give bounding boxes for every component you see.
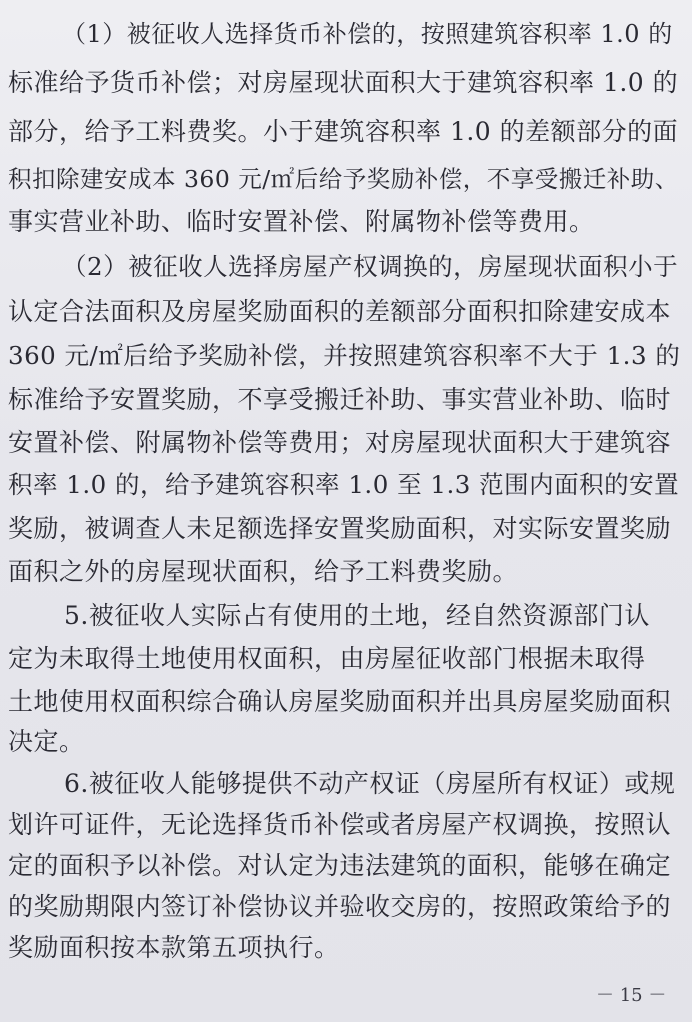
paragraph-line: 奖励面积按本款第五项执行。 xyxy=(8,933,340,962)
paragraph-line: 标准给予货币补偿；对房屋现状面积大于建筑容积率 1.0 的 xyxy=(8,68,679,97)
paragraph-line: 决定。 xyxy=(8,727,85,756)
paragraph-line: 360 元/㎡后给予奖励补偿，并按照建筑容积率不大于 1.3 的 xyxy=(8,341,681,370)
paragraph-line: 定为未取得土地使用权面积，由房屋征收部门根据未取得 xyxy=(8,644,646,673)
paragraph-line: 6.被征收人能够提供不动产权证（房屋所有权证）或规 xyxy=(64,769,676,798)
paragraph-line: 安置补偿、附属物补偿等费用；对房屋现状面积大于建筑容 xyxy=(8,428,672,457)
page-number: － 15 － xyxy=(596,985,667,1006)
paragraph-line: 事实营业补助、临时安置补偿、附属物补偿等费用。 xyxy=(8,207,595,236)
paragraph-line: 积率 1.0 的，给予建筑容积率 1.0 至 1.3 范围内面积的安置 xyxy=(8,470,680,499)
paragraph-line: 部分，给予工料费奖。小于建筑容积率 1.0 的差额部分的面 xyxy=(8,117,679,146)
paragraph-line: 面积之外的房屋现状面积，给予工料费奖励。 xyxy=(8,557,519,586)
paragraph-line: （1）被征收人选择货币补偿的，按照建筑容积率 1.0 的 xyxy=(62,20,673,48)
paragraph-line: 的奖励期限内签订补偿协议并验收交房的，按照政策给予的 xyxy=(8,892,672,921)
paragraph-line: 奖励，被调查人未足额选择安置奖励面积，对实际安置奖励 xyxy=(8,514,672,543)
paragraph-line: 划许可证件，无论选择货币补偿或者房屋产权调换，按照认 xyxy=(8,810,672,839)
paragraph-line: 5.被征收人实际占有使用的土地，经自然资源部门认 xyxy=(64,601,650,630)
paragraph-line: （2）被征收人选择房屋产权调换的，房屋现状面积小于 xyxy=(62,252,679,281)
paragraph-line: 土地使用权面积综合确认房屋奖励面积并出具房屋奖励面积 xyxy=(8,687,672,716)
paragraph-line: 定的面积予以补偿。对认定为违法建筑的面积，能够在确定 xyxy=(8,851,672,880)
paragraph-line: 标准给予安置奖励，不享受搬迁补助、事实营业补助、临时 xyxy=(8,385,672,414)
paragraph-line: 积扣除建安成本 360 元/㎡后给予奖励补偿，不享受搬迁补助、 xyxy=(8,165,679,193)
paragraph-line: 认定合法面积及房屋奖励面积的差额部分面积扣除建安成本 xyxy=(8,297,672,326)
